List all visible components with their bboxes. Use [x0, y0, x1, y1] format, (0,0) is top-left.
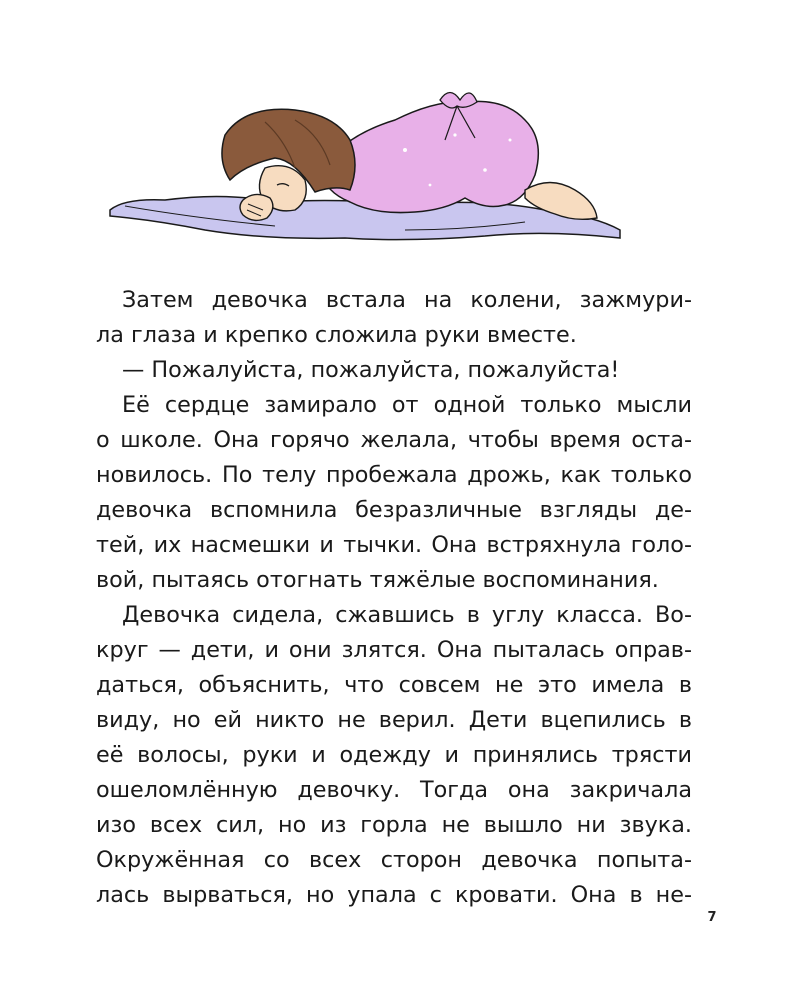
- text-line: Затем девочка встала на колени, зажмури-: [122, 287, 692, 313]
- text-line: девочка вспомнила безразличные взгляды де-: [96, 497, 692, 523]
- text-line: виду, но ей никто не верил. Дети вцепились в: [96, 707, 692, 733]
- text-line: вой, пытаясь отогнать тяжёлые воспоминания.: [96, 567, 659, 593]
- text-line: — Пожалуйста, пожалуйста, пожалуйста!: [122, 357, 620, 383]
- text-line: о школе. Она горячо желала, чтобы время оста-: [96, 427, 692, 453]
- page-number: 7: [707, 910, 717, 925]
- text-line: круг — дети, и они злятся. Она пыталась оправ-: [96, 637, 692, 663]
- praying-girl-illustration: [105, 80, 625, 260]
- text-line: её волосы, руки и одежду и принялись трясти: [96, 742, 692, 768]
- text-line: изо всех сил, но из горла не вышло ни звука.: [96, 812, 692, 838]
- body-text: [96, 283, 692, 913]
- text-line: Её сердце замирало от одной только мысли: [122, 392, 692, 418]
- text-line: ошеломлённую девочку. Тогда она закричала: [96, 777, 692, 803]
- text-line: ла глаза и крепко сложила руки вместе.: [96, 322, 577, 348]
- text-line: тей, их насмешки и тычки. Она встряхнула голо-: [96, 532, 692, 558]
- text-line: Девочка сидела, сжавшись в углу класса. Во-: [122, 602, 692, 628]
- text-line: новилось. По телу пробежала дрожь, как только: [96, 462, 692, 488]
- text-line: Окружённая со всех сторон девочка попыта-: [96, 847, 692, 873]
- text-line: лась вырваться, но упала с кровати. Она в не-: [96, 882, 692, 908]
- text-line: даться, объяснить, что совсем не это имела в: [96, 672, 692, 698]
